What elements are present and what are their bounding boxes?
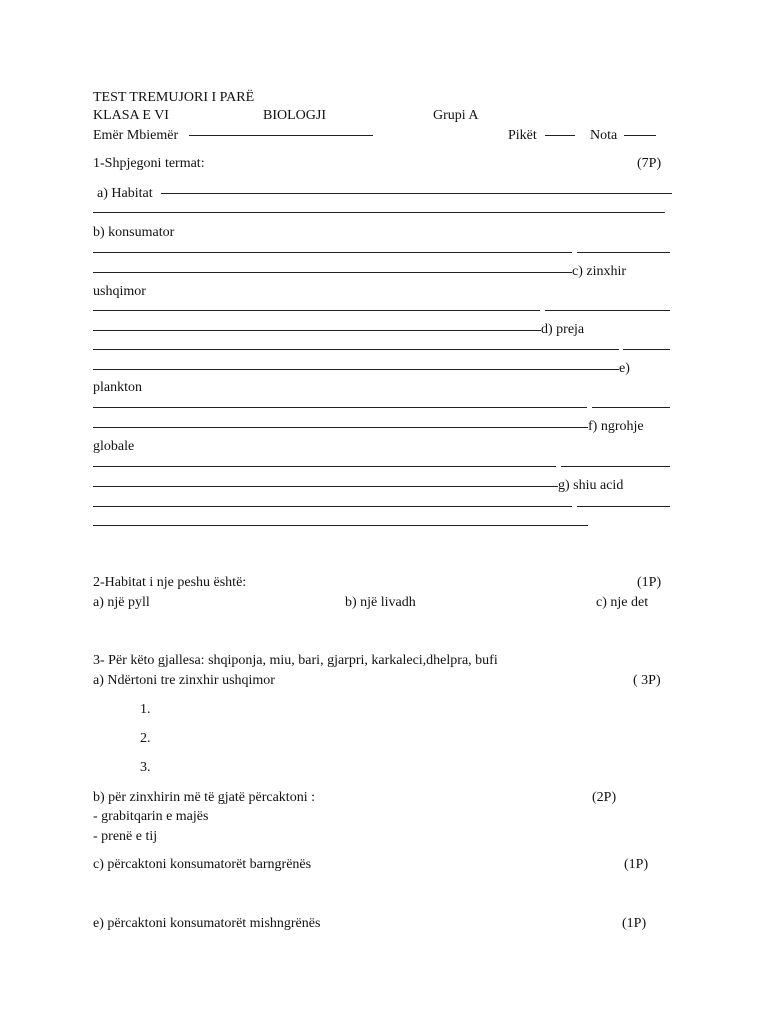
answer-line[interactable] [161, 193, 672, 194]
answer-line[interactable] [592, 407, 670, 408]
q3-part-b-points: (2P) [592, 790, 617, 805]
answer-line[interactable] [93, 369, 619, 370]
list-item: 3. [140, 760, 151, 775]
q1-term-f: f) ngrohje [588, 419, 644, 434]
answer-line[interactable] [93, 310, 540, 311]
q1-term-e-cont: plankton [93, 380, 142, 395]
q3-part-e: e) përcaktoni konsumatorët mishngrënës [93, 916, 321, 931]
q1-term-c: c) zinxhir [572, 264, 627, 279]
answer-line[interactable] [93, 272, 572, 273]
answer-line[interactable] [93, 407, 587, 408]
answer-line[interactable] [93, 486, 558, 487]
q2-option-b: b) një livadh [345, 595, 416, 610]
answer-line[interactable] [93, 330, 541, 331]
q1-term-e: e) [619, 361, 630, 376]
q3-part-c: c) përcaktoni konsumatorët barngrënës [93, 857, 312, 872]
class-label: KLASA E VI [93, 108, 169, 123]
q2-option-a: a) një pyll [93, 595, 150, 610]
q2-title: 2-Habitat i nje peshu është: [93, 575, 247, 590]
answer-line[interactable] [93, 212, 665, 213]
q1-term-b: b) konsumator [93, 225, 175, 240]
q1-title: 1-Shpjegoni termat: [93, 156, 205, 171]
q3-part-b-sub2: - prenë e tij [93, 829, 158, 844]
q1-term-f-cont: globale [93, 439, 135, 454]
grade-label: Nota [590, 128, 618, 143]
q1-term-d: d) preja [541, 322, 585, 337]
answer-line[interactable] [623, 349, 670, 350]
q1-term-c-cont: ushqimor [93, 284, 146, 299]
points-label: Pikët [508, 128, 537, 143]
group-label: Grupi A [433, 108, 479, 123]
q3-part-a-points: ( 3P) [633, 673, 661, 688]
q3-part-b: b) për zinxhirin më të gjatë përcaktoni : [93, 790, 315, 805]
name-label: Emër Mbiemër [93, 128, 179, 143]
q3-title: 3- Për këto gjallesa: shqiponja, miu, bari, gjarpri, karkaleci,dhelpra, bufi [93, 653, 498, 668]
subject-label: BIOLOGJI [263, 108, 326, 123]
q2-option-c: c) nje det [596, 595, 649, 610]
answer-line[interactable] [93, 506, 572, 507]
grade-blank-line[interactable] [624, 135, 656, 136]
test-title: TEST TREMUJORI I PARË [93, 90, 255, 105]
answer-line[interactable] [93, 466, 556, 467]
q1-term-a: a) Habitat [97, 186, 153, 201]
answer-line[interactable] [93, 349, 619, 350]
list-item: 1. [140, 702, 151, 717]
answer-line[interactable] [577, 252, 670, 253]
name-blank-line[interactable] [189, 135, 373, 136]
answer-line[interactable] [545, 310, 670, 311]
q1-term-g: g) shiu acid [558, 478, 624, 493]
q3-part-b-sub1: - grabitqarin e majës [93, 809, 209, 824]
q3-part-c-points: (1P) [624, 857, 649, 872]
points-blank-line[interactable] [545, 135, 575, 136]
q3-part-a: a) Ndërtoni tre zinxhir ushqimor [93, 673, 275, 688]
answer-line[interactable] [577, 506, 670, 507]
answer-line[interactable] [93, 252, 572, 253]
answer-line[interactable] [93, 427, 588, 428]
q3-part-e-points: (1P) [622, 916, 647, 931]
answer-line[interactable] [93, 525, 588, 526]
answer-line[interactable] [561, 466, 670, 467]
q1-points: (7P) [637, 156, 662, 171]
list-item: 2. [140, 731, 151, 746]
q2-points: (1P) [637, 575, 662, 590]
